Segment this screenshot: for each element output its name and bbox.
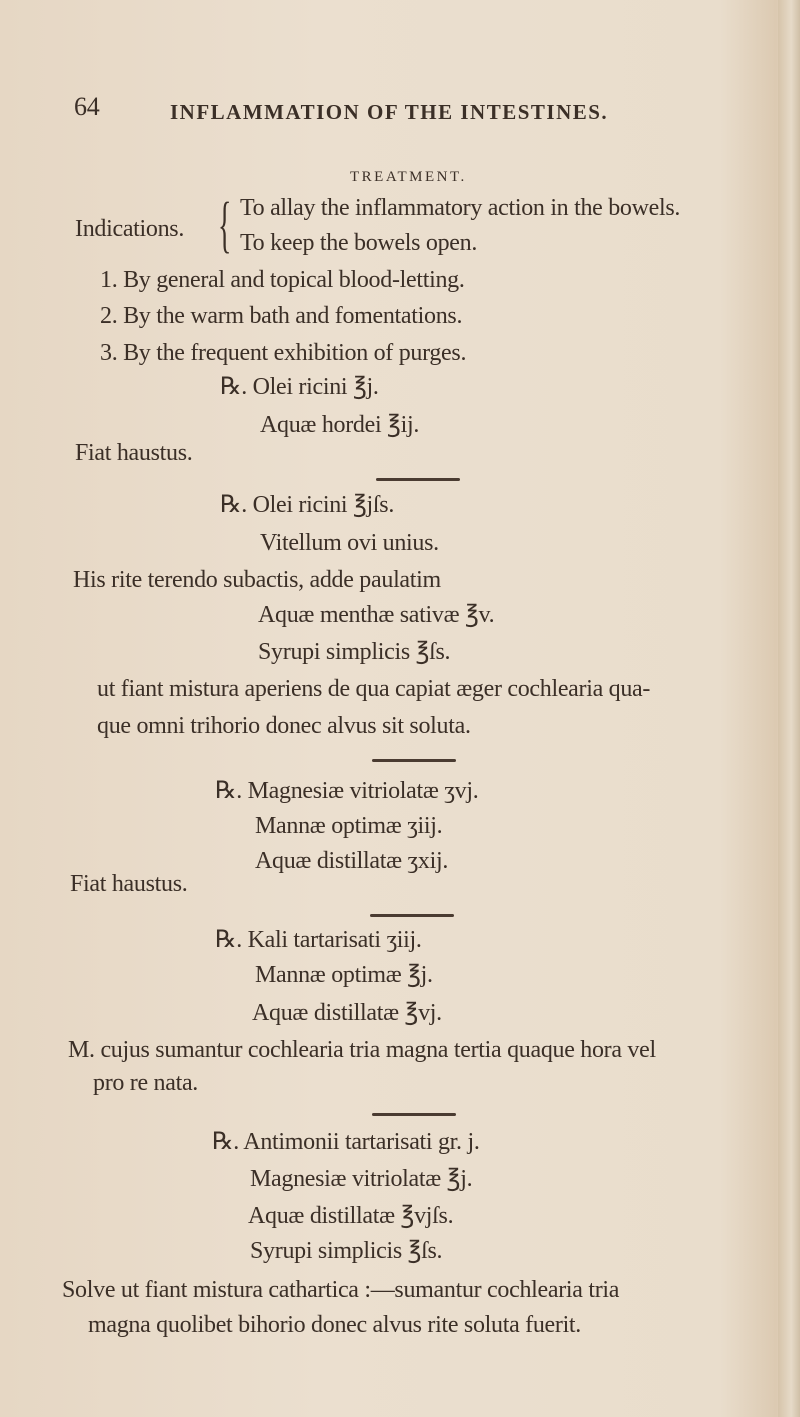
indication-item: To allay the inflammatory action in the bowels. — [240, 195, 681, 221]
section-rule — [370, 914, 454, 917]
prescription-line: ℞. Magnesiæ vitriolatæ ʒvj. — [215, 778, 479, 804]
prescription-direction: ut fiant mistura aperiens de qua capiat æger cochlearia qua- — [97, 676, 651, 702]
prescription-line: Syrupi simplicis ℥ſs. — [250, 1238, 443, 1264]
page-edge-shadow — [778, 0, 800, 1417]
prescription-direction: Fiat haustus. — [70, 871, 188, 897]
prescription-line: Syrupi simplicis ℥ſs. — [258, 639, 451, 665]
page-number: 64 — [74, 92, 100, 121]
prescription-line: Magnesiæ vitriolatæ ℥j. — [250, 1166, 473, 1192]
prescription-line: ℞. Olei ricini ℥jſs. — [220, 492, 395, 518]
method-item: 2. By the warm bath and fomentations. — [100, 303, 463, 329]
prescription-line: Aquæ distillatæ ℥vjſs. — [248, 1203, 454, 1229]
prescription-line: ℞. Antimonii tartarisati gr. j. — [212, 1129, 480, 1155]
prescription-direction: pro re nata. — [93, 1070, 199, 1096]
prescription-line: ℞. Olei ricini ℥j. — [220, 374, 379, 400]
prescription-direction: magna quolibet bihorio donec alvus rite soluta fuerit. — [88, 1312, 582, 1338]
prescription-line: Aquæ menthæ sativæ ℥v. — [258, 602, 495, 628]
prescription-direction: M. cujus sumantur cochlearia tria magna tertia quaque hora vel — [68, 1037, 656, 1063]
prescription-instruction: His rite terendo subactis, adde paulatim — [73, 567, 441, 593]
prescription-direction: Solve ut fiant mistura cathartica :—sumantur cochlearia tria — [62, 1277, 620, 1303]
section-rule — [372, 759, 456, 762]
section-rule — [372, 1113, 456, 1116]
method-item: 1. By general and topical blood-letting. — [100, 267, 465, 293]
prescription-line: Aquæ distillatæ ℥vj. — [252, 1000, 442, 1026]
prescription-direction: Fiat haustus. — [75, 440, 193, 466]
section-title: TREATMENT. — [350, 169, 467, 185]
method-item: 3. By the frequent exhibition of purges. — [100, 340, 467, 366]
indications-label: Indications. — [75, 216, 185, 242]
prescription-line: Mannæ optimæ ʒiij. — [255, 813, 443, 839]
running-title: INFLAMMATION OF THE INTESTINES. — [170, 100, 609, 124]
prescription-line: Aquæ distillatæ ʒxij. — [255, 848, 449, 874]
prescription-direction: que omni trihorio donec alvus sit soluta. — [97, 713, 471, 739]
indication-item: To keep the bowels open. — [240, 230, 478, 256]
prescription-line: Aquæ hordei ℥ij. — [260, 412, 420, 438]
prescription-line: ℞. Kali tartarisati ʒiij. — [215, 927, 422, 953]
prescription-line: Vitellum ovi unius. — [260, 530, 439, 556]
brace: { — [218, 191, 232, 259]
prescription-line: Mannæ optimæ ℥j. — [255, 962, 433, 988]
section-rule — [376, 478, 460, 481]
